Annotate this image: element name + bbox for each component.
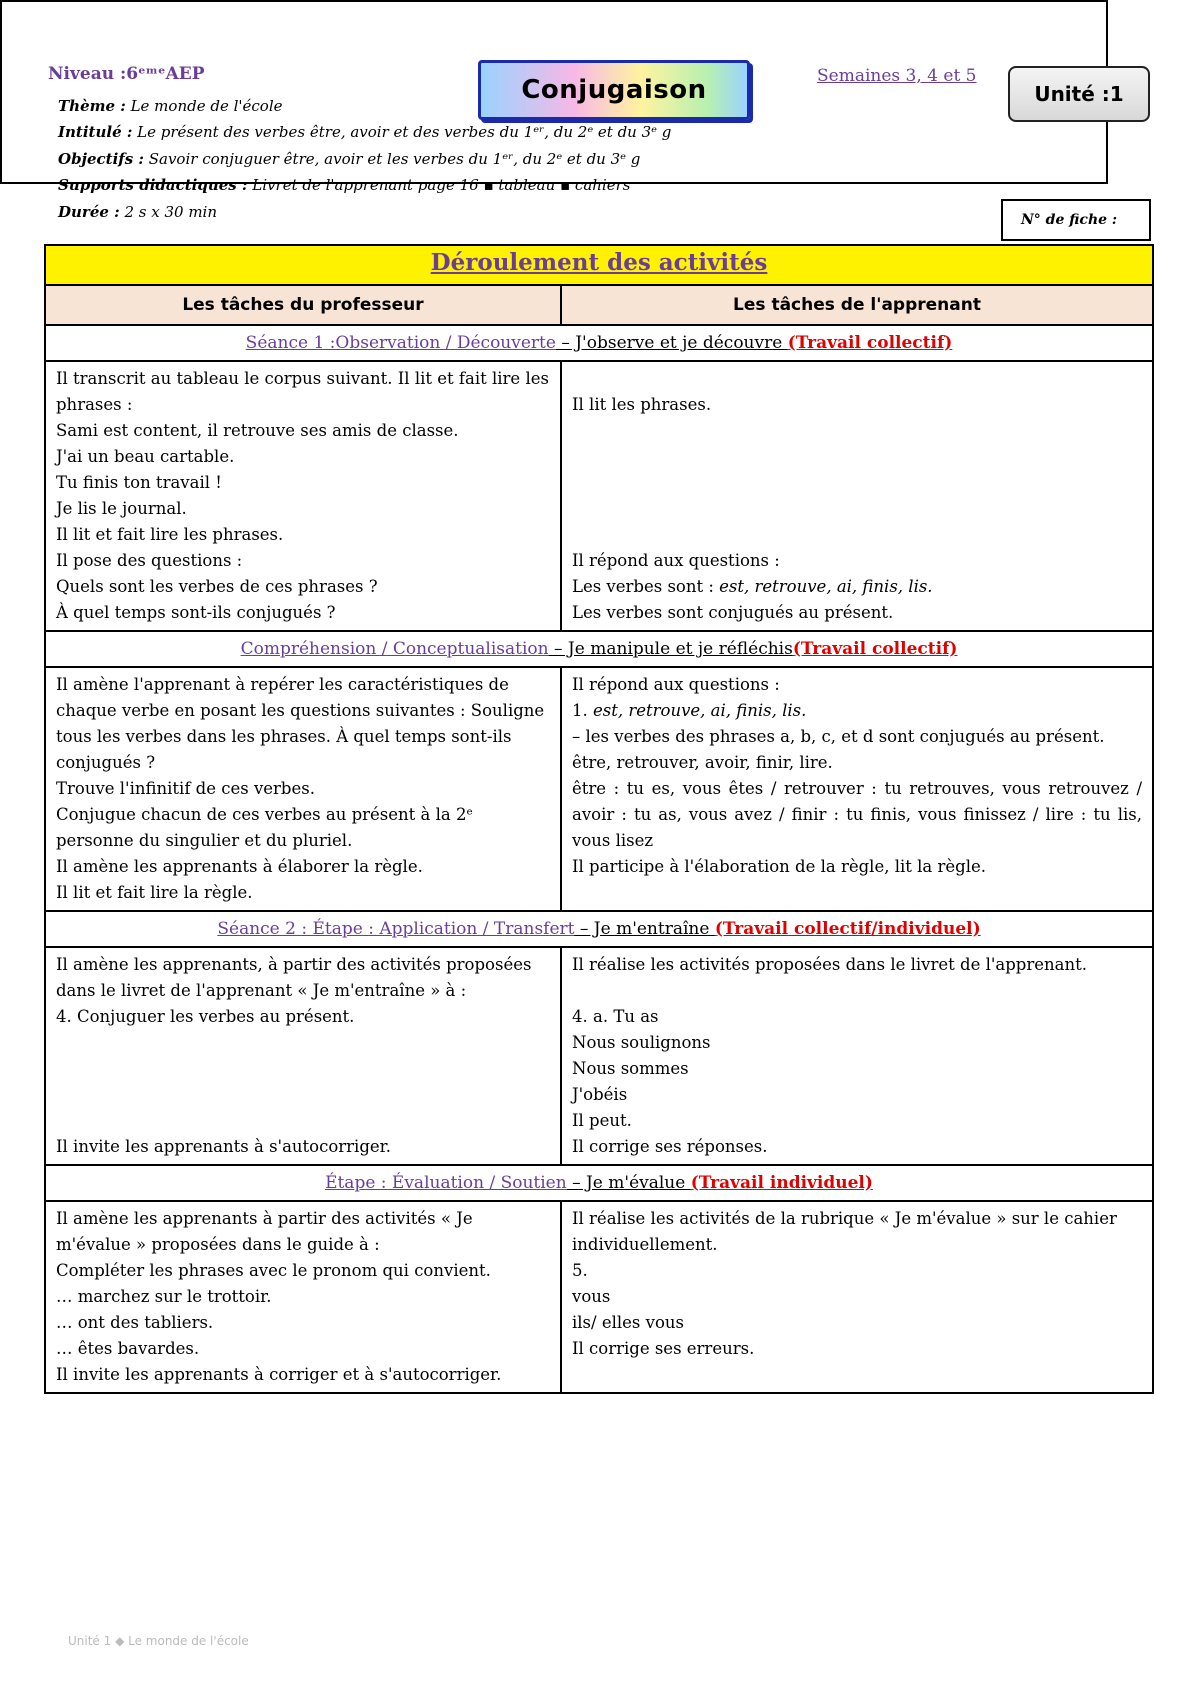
- text-line: Il corrige ses erreurs.: [572, 1339, 755, 1358]
- text-line: [572, 698, 1142, 724]
- text-line: – les verbes des phrases a, b, c, et d sont conjugués au présent. être, retrouver, avoir, finir, lire.: [572, 727, 1105, 772]
- text-line: Compléter les phrases avec le pronom qui convient.: [56, 1261, 491, 1280]
- supports-label: Supports didactiques :: [58, 176, 248, 194]
- column-header-row: [45, 285, 1153, 325]
- section-subtitle: – Je m'évalue: [566, 1173, 691, 1193]
- text-line: Il amène l'apprenant à repérer les caractéristiques de chaque verbe en posant les questions suivantes : Souligne tous les verbes dans les phrases. À quel temps sont-ils conjugués ?: [56, 675, 545, 772]
- text-line: … marchez sur le trottoir.: [56, 1287, 272, 1306]
- text-line: Conjugue chacun de ces verbes au présent à la 2ᵉ personne du singulier et du pluriel.: [56, 805, 473, 850]
- content-row: [45, 361, 1153, 631]
- text-line: J'obéis: [572, 1085, 628, 1104]
- text-line: Trouve l'infinitif de ces verbes.: [56, 779, 315, 798]
- app-cell: [561, 1201, 1153, 1393]
- text-line: 4. a. Tu as: [572, 1007, 659, 1026]
- page-title: Conjugaison: [521, 75, 707, 105]
- supports-value: Livret de l'apprenant page 16 ▪ tableau ▪ cahiers: [252, 176, 631, 194]
- section-mode: (Travail individuel): [690, 1173, 873, 1193]
- niveau-label: Niveau :6ᵉᵐᵉAEP: [48, 64, 205, 84]
- text-line: … êtes bavardes.: [56, 1339, 200, 1358]
- banner-row: [45, 245, 1153, 285]
- section-mode: (Travail collectif/individuel): [714, 919, 981, 939]
- text-line: être : tu es, vous êtes / retrouver : tu retrouves, vous retrouvez / avoir : tu as, vous avez / finir : tu finis, vous finissez / lire : tu lis, vous lisez: [572, 779, 1143, 850]
- text-line: Il lit les phrases.: [572, 395, 712, 414]
- section-header: [45, 1165, 1153, 1201]
- text-line: Il participe à l'élaboration de la règle, lit la règle.: [572, 857, 986, 876]
- text-line: [572, 574, 1142, 600]
- text-line: Je lis le journal.: [56, 499, 187, 518]
- text-line: Il lit et fait lire les phrases.: [56, 525, 284, 544]
- text-line: À quel temps sont-ils conjugués ?: [56, 603, 336, 622]
- text-line: Il invite les apprenants à corriger et à s'autocorriger.: [56, 1365, 502, 1384]
- text-line: Il lit et fait lire la règle.: [56, 883, 253, 902]
- text-line: Il invite les apprenants à s'autocorriger.: [56, 1137, 391, 1156]
- verbs-list: est, retrouve, ai, finis, lis.: [719, 577, 933, 596]
- duree-line: [58, 203, 217, 221]
- text-line: 4. Conjuguer les verbes au présent.: [56, 1007, 355, 1026]
- theme-line: [58, 97, 283, 115]
- text-line: Nous soulignons: [572, 1033, 711, 1052]
- text-line: Il réalise les activités de la rubrique « Je m'évalue » sur le cahier individuellement.: [572, 1209, 1117, 1254]
- duree-label: Durée :: [58, 203, 120, 221]
- section-mode: (Travail collectif): [787, 333, 953, 353]
- content-row: [45, 947, 1153, 1165]
- text-line: Il transcrit au tableau le corpus suivant. Il lit et fait lire les phrases :: [56, 369, 549, 414]
- text-line: Il répond aux questions :: [572, 551, 780, 570]
- text-line: vous: [572, 1287, 611, 1306]
- content-row: [45, 1201, 1153, 1393]
- prof-cell: [45, 667, 561, 911]
- text-line: 5.: [572, 1261, 588, 1280]
- theme-value: Le monde de l'école: [130, 97, 283, 115]
- objectifs-value: Savoir conjuguer être, avoir et les verbes du 1ᵉʳ, du 2ᵉ et du 3ᵉ g: [148, 150, 641, 168]
- text-line: Nous sommes: [572, 1059, 689, 1078]
- text-line: Sami est content, il retrouve ses amis de classe.: [56, 421, 459, 440]
- section-mode: (Travail collectif): [792, 639, 958, 659]
- objectifs-label: Objectifs :: [58, 150, 144, 168]
- text-line: Il répond aux questions :: [572, 675, 780, 694]
- theme-label: Thème :: [58, 97, 126, 115]
- app-cell: [561, 947, 1153, 1165]
- intitule-line: [58, 123, 671, 141]
- objectifs-line: [58, 150, 640, 168]
- app-cell: [561, 667, 1153, 911]
- banner-title: Déroulement des activités: [45, 245, 1153, 285]
- text-line: Il amène les apprenants, à partir des activités proposées dans le livret de l'apprenant « Je m'entraîne » à :: [56, 955, 532, 1000]
- content-row: [45, 667, 1153, 911]
- prof-cell: [45, 1201, 561, 1393]
- intitule-value: Le présent des verbes être, avoir et des verbes du 1ᵉʳ, du 2ᵉ et du 3ᵉ g: [137, 123, 672, 141]
- text-line: Les verbes sont conjugués au présent.: [572, 603, 894, 622]
- text-line: Il amène les apprenants à partir des activités « Je m'évalue » proposées dans le guide à :: [56, 1209, 473, 1254]
- intitule-label: Intitulé :: [58, 123, 133, 141]
- verbs-list: est, retrouve, ai, finis, lis.: [593, 701, 807, 720]
- text-line: Il amène les apprenants à élaborer la règle.: [56, 857, 423, 876]
- section-header: [45, 325, 1153, 361]
- text-line: … ont des tabliers.: [56, 1313, 214, 1332]
- text-line: J'ai un beau cartable.: [56, 447, 235, 466]
- prof-cell: [45, 361, 561, 631]
- text-line: Il corrige ses réponses.: [572, 1137, 768, 1156]
- text-number: 1.: [572, 701, 593, 720]
- app-cell: [561, 361, 1153, 631]
- section-subtitle: – J'observe et je découvre: [555, 333, 788, 353]
- activities-table: [44, 244, 1154, 1394]
- col-header-prof: Les tâches du professeur: [45, 285, 561, 325]
- section-header: [45, 911, 1153, 947]
- section-subtitle: – Je manipule et je réfléchis: [548, 639, 793, 659]
- col-header-app: Les tâches de l'apprenant: [561, 285, 1153, 325]
- supports-line: [58, 176, 630, 194]
- section-title: Compréhension / Conceptualisation: [240, 639, 549, 659]
- text-line: ils/ elles vous: [572, 1313, 684, 1332]
- text-line: Il réalise les activités proposées dans le livret de l'apprenant.: [572, 955, 1087, 974]
- semaines-label: Semaines 3, 4 et 5: [817, 66, 977, 86]
- section-subtitle: – Je m'entraîne: [574, 919, 715, 939]
- fiche-number-box: N° de fiche :: [1001, 199, 1151, 241]
- text-line: Il pose des questions :: [56, 551, 243, 570]
- text-label: Les verbes sont :: [572, 577, 720, 596]
- duree-value: 2 s x 30 min: [124, 203, 217, 221]
- title-banner: [478, 60, 750, 120]
- unite-badge: Unité :1: [1008, 66, 1150, 122]
- text-line: Tu finis ton travail !: [56, 473, 222, 492]
- text-line: Il peut.: [572, 1111, 632, 1130]
- section-title: Séance 1 :Observation / Découverte: [245, 333, 556, 353]
- page-footer: Unité 1 ◆ Le monde de l'école: [68, 1634, 249, 1648]
- section-title: Étape : Évaluation / Soutien: [325, 1173, 567, 1193]
- text-line: Quels sont les verbes de ces phrases ?: [56, 577, 378, 596]
- section-title: Séance 2 : Étape : Application / Transfert: [217, 919, 575, 939]
- section-header: [45, 631, 1153, 667]
- prof-cell: [45, 947, 561, 1165]
